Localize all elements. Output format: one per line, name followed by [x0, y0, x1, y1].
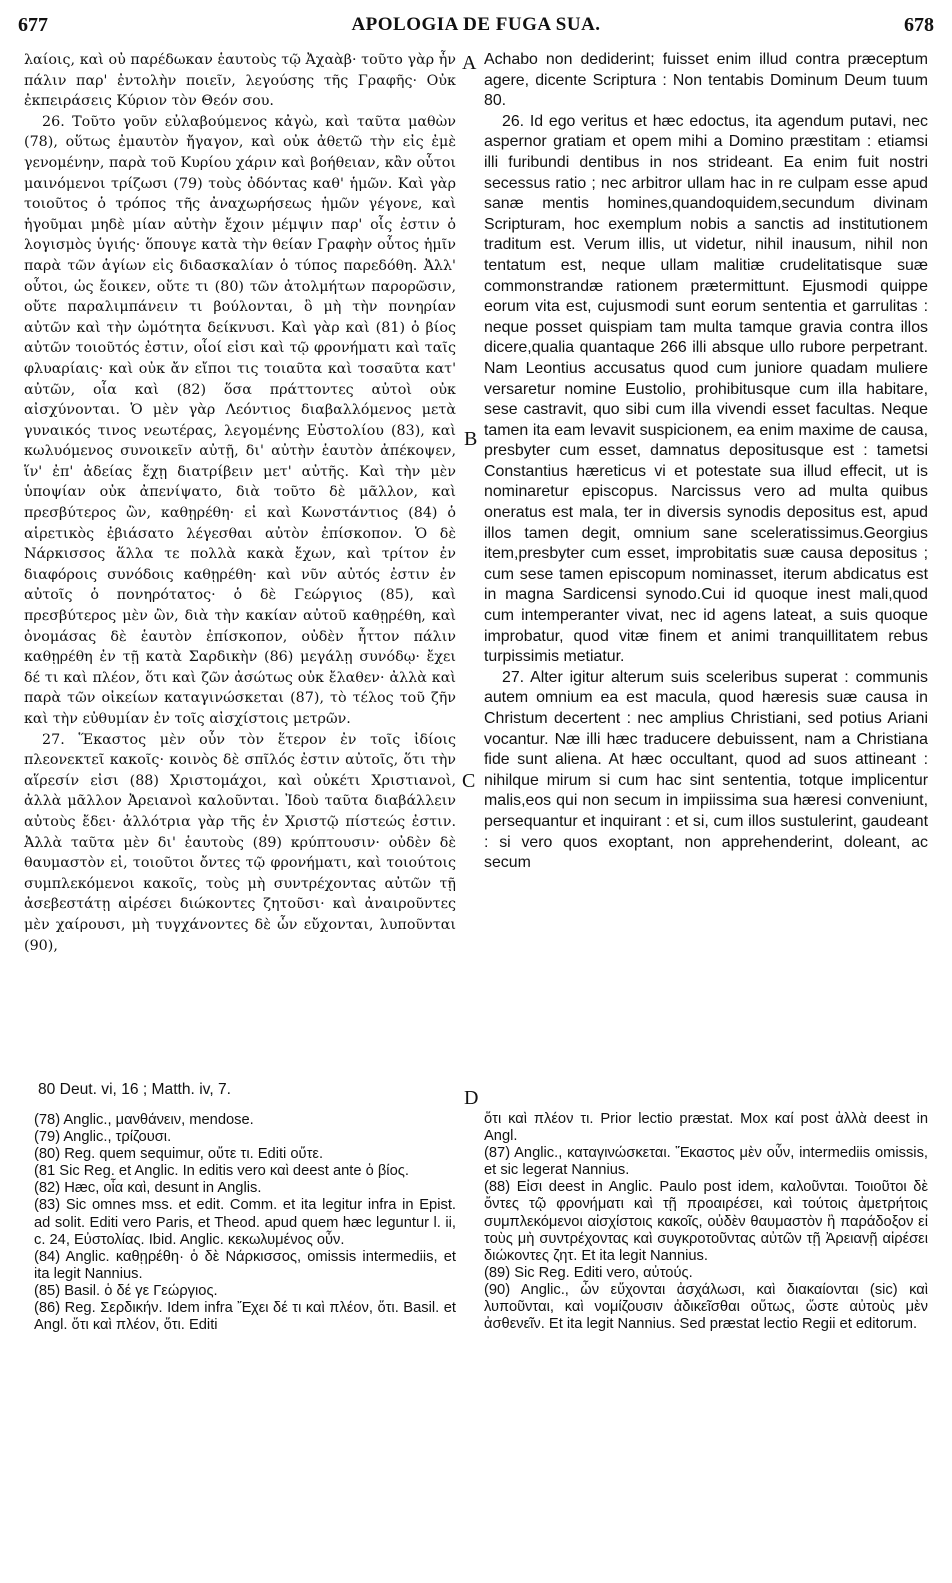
page-header: [18, 14, 934, 44]
latin-paragraph-1: Achabo non dediderint; fuisset enim illud contra præceptum agere, dicente Scriptura : Non tentabis Dominum Deum tuum 80.: [484, 51, 928, 110]
greek-paragraph-27: 27. Ἕκαστος μὲν οὖν τὸν ἕτερον ἐν τοῖς ἰδίοις πλεονεκτεῖ κακοῖς· κοινὸς δὲ σπῖλός ἐστιν αὐτοῖς, ὅτι τὴν αἵρεσίν εἰσι (88) Χριστομάχοι, καὶ οὐκέτι Χριστιανοὶ, ἀλλὰ μᾶλλον Ἀρειανοὶ καλοῦνται. Ἰδοὺ ταῦτα διαβάλλειν αὐτοὺς ἔδει· ἀλλότρια γὰρ τῆς ἐν Χριστῷ πίστεώς ἐστιν. Ἀλλὰ ταῦτα μὲν δι' ἑαυτοὺς (89) κρύπτουσιν· οὐδὲν δὲ θαυμαστὸν εἰ, τοιοῦτοι ὄντες τῷ φρονήματι, καὶ τοιούτοις συμπλεκόμενοι κακοῖς, τοὺς μὴ συντρέχοντας αὐτῶν τῇ ἀσεβεστάτῃ αἱρέσει διώκοντες ζητοῦσι· καὶ ἀναιροῦντες μὲν χαίρουσι, μὴ τυγχάνοντες δὲ ὧν εὔχονται, λυποῦνται (90),: [24, 731, 456, 954]
greek-paragraph-26: 26. Τοῦτο γοῦν εὐλαβούμενος κἀγὼ, καὶ ταῦτα μαθὼν (78), οὕτως ἐμαυτὸν ἤγαγον, καὶ οὐκ ἀθετῶ τὴν εἰς ἐμὲ γενομένην, παρὰ τοῦ Κυρίου χάριν καὶ βοήθειαν, κἂν οὗτοι μαινόμενοι τρίζωσι (79) τοὺς ὀδόντας καθ' ἡμῶν. Καὶ γὰρ τοιοῦτος ὁ τρόπος τῆς ἀναχωρήσεως ἡμῶν γέγονε, καὶ ἡγοῦμαι μηδὲ μίαν αὐτὴν ἔχοιν μέμψιν παρ' οἷς ἐστιν ὁ λογισμὸς ὑγιής· ὅπουγε κατὰ τὴν θείαν Γραφὴν οὗτος ἡμῖν παρὰ τῶν ἁγίων εἰς διδασκαλίαν ὁ τύπος παρεδόθη. Ἀλλ' οὗτοι, ὡς ἔοικεν, οὔτε τι (80) τῶν ἀτολμήτων παρορῶσιν, οὔτε παραλιμπάνειν τι βούλονται, ὃ μὴ τὴν πονηρίαν αὐτῶν καὶ τὴν ὠμότητα δείκνυσι. Καὶ γὰρ καὶ (81) ὁ βίος αὐτῶν τοιοῦτός ἐστιν, οἷοί εἰσι καὶ τῷ φρονήματι καὶ ταῖς φλυαρίαις· καὶ οὐκ ἄν εἴποι τις τοιαῦτα καὶ τοσαῦτα κατ' αὐτῶν, οἷα καὶ (82) ὅσα πράττοντες αὐτοὶ οὐκ αἰσχύνονται. Ὁ μὲν γὰρ Λεόντιος διαβαλλόμενος μετὰ γυναικός τινος νεωτέρας, λεγομένης Εὐστολίου (83), καὶ κωλυόμενος συνοικεῖν αὐτῇ, δι' αὐτὴν ἑαυτὸν ἀπέκοψεν, ἵν' ἐπ' ἀδείας ἔχῃ διατρίβειν μετ' αὐτῆς. Καὶ τὴν μὲν ὑποψίαν οὐκ ἀπενίψατο, διὰ τοῦτο δὲ μᾶλλον, καὶ πρεσβύτερος ὢν, καθῃρέθη· εἰ καὶ Κωνστάντιος (84) ὁ αἱρετικὸς ἐβιάσατο λέγεσθαι αὐτὸν ἐπίσκοπον. Ὁ δὲ Νάρκισσος ἅλλα τε πολλὰ κακὰ ἔχων, καὶ τρίτον ἐν διαφόροις συνόδοις καθῃρέθη· καὶ νῦν αὐτός ἐστιν ἐν αὐτοῖς ὁ πονηρότατος· ὁ δὲ Γεώργιος (85), καὶ πρεσβύτερος μὲν ὢν, διὰ τὴν κακίαν αὐτοῦ καθῃρέθη, καὶ ὀνομάσας δὲ ἑαυτὸν ἐπίσκοπον, οὐδὲν ἧττον πάλιν καθῃρέθη ἐν τῇ κατὰ Σαρδικὴν (86) μεγάλῃ συνόδῳ· ἔχει δέ τι καὶ πλέον, ὅτι καὶ ζῶν ἀσώτως οὐκ ἔλαθεν· ἀλλὰ καὶ παρὰ τῶν οἰκείων καταγινώσκεται (87), τὸ τέλος τοῦ ζῆν καὶ τὴν εὐθυμίαν ἐν τοῖς αἰσχίστοις μετρῶν.: [24, 113, 456, 727]
footnote: (86) Reg. Σερδικήν. Idem infra Ἔχει δέ τι καὶ πλέον, ὅτι. Basil. et Angl. ὅτι καὶ πλέον, ὅτι. Editi: [34, 1300, 456, 1334]
greek-paragraph-1: λαίοις, καὶ οὐ παρέδωκαν ἑαυτοὺς τῷ Ἀχαὰβ· τοῦτο γὰρ ἦν πάλιν παρ' ἐντολὴν ποιεῖν, λεγούσης τῆς Γραφῆς· Οὐκ ἐκπειράσεις Κύριον τὸν Θεόν σου.: [24, 52, 456, 110]
footnote: (83) Sic omnes mss. et edit. Comm. et ita legitur infra in Epist. ad solit. Editi vero Paris, et Theod. apud quem hæc leguntur l. ii, c. 24, Εὐστολίας. Ibid. Anglic. κεκωλυμένος οὖν.: [34, 1197, 456, 1248]
section-marker-d: D: [464, 1087, 479, 1109]
footnote: (88) Εἰσι deest in Anglic. Paulo post idem, καλοῦνται. Τοιοῦτοι δὲ ὄντες τῷ φρονήματι καὶ τῇ προαιρέσει, καὶ τούτοις ἀμετρήτοις συμπλεκόμενοι αἰσχίστοις κακοῖς, οὐδὲν θαυμαστὸν ἢ παράδοξον εἰ τοὺς μὴ συντρέχοντας καὶ συγκροτοῦντας αὐτῶν τῇ Ἀρειανῇ αἱρέσει διώκοντες ζητ. Et ita legit Nannius.: [484, 1179, 928, 1264]
section-marker-a: A: [462, 52, 477, 74]
footnote: (78) Anglic., μανθάνειν, mendose.: [34, 1112, 254, 1128]
section-marker-c: C: [462, 770, 476, 792]
footnotes-left: [34, 1112, 456, 1334]
greek-column: [24, 50, 456, 956]
latin-paragraph-27: 27. Alter igitur alterum suis sceleribus superat : communis autem omnium ea est macula, quod hæresis suæ causa in Christum decertent : nec amplius Christiani, sed potius Ariani vocantur. Næ illi hæc traducere debuissent, nam a Christiana fide sunt aliena. At hæc occultant, quod ad suos attineant : nihilque mirum si cum hac sint sententia, totque implicentur malis,eos qui non secum in impiissima sua hæresi conveniunt, persequantur et inquirant : et si, cum illos sustulerint, gaudeant : si vero quos exoptant, non apprehenderint, doleant, ac secum: [484, 668, 928, 872]
footnote: (89) Sic Reg. Editi vero, αὐτούς.: [484, 1264, 693, 1281]
footnote: (82) Hæc, οἷα καὶ, desunt in Anglis.: [34, 1180, 262, 1197]
footnote: ὅτι καὶ πλέον τι. Prior lectio præstat. Mox καί post ἀλλὰ deest in Angl.: [484, 1111, 928, 1145]
latin-column: [484, 50, 928, 874]
page-number-right: 678: [904, 14, 934, 36]
footnote: (90) Anglic., ὧν εὔχονται ἀσχάλωσι, καὶ διακαίονται (sic) καὶ λυποῦνται, καὶ νομίζουσιν ἀδικεῖσθαι οὕτως, ὥστε αὐτοὺς μὲν ἀσθενεῖν. Et ita legit Nannius. Sed præstat lectio Regii et editorum.: [484, 1281, 928, 1333]
page-number-left: 677: [18, 14, 48, 36]
latin-paragraph-26: 26. Id ego veritus et hæc edoctus, ita agendum putavi, nec aspernor gratiam et opem mihi a Domino præstitam : etiamsi illi furibundi dentibus in nos strideant. Ea enim fuit nostri secessus ratio ; nec arbitror ullam hac in re culpam esse apud sanæ mentis homines,quandoquidem,secundum divinam Scripturam, hoc exemplum nobis a sanctis ad institutionem traditum est. Verum illis, ut videtur, nihil inausum, nihil non tentatum est, neque ullam malitiæ crudelitatisque suæ commonstrandæ rationem prætermittunt. Ejusmodi quippe eorum vita est, cujusmodi sunt eorum sententia et garrulitas : neque posset quispiam tam multa tamque gravia contra illos dicere,qualia quantaque 266 illi absque ullo rubore perpetrant. Nam Leontius accusatus quod cum juniore quadam muliere versaretur nomine Eustolio, prohibitusque cum illa habitare, sese castravit, quo sibi cum illa vivendi esset facultas. Neque tamen ita eam levavit suspicionem, ea enim maxime de causa, presbyter cum esset, damnatus depositusque est : tametsi Constantius hæreticus vi et potestate sua illud effecit, ut is nominaretur episcopus. Narcissus vero ad multa quibus oneratus est mala, ter in diversis synodis depositus est, apud illos tamen degit, omnium sane sceleratissimus.Georgius item,presbyter cum esset, improbitatis suæ causa depositus ; cum sese tamen episcopum nominasset, iterum abdicatus est in magna Sardicensi synodo.Cui id quoque inest mali,quod cum intemperanter vivat, nec id agens lateat, a suis quoque improbatur, quod vitæ finem et animi tranquillitatem rebus turpissimis metiatur.: [484, 112, 928, 666]
footnote: (84) Anglic. καθῃρέθη· ὁ δὲ Νάρκισσος, omissis intermediis, et ita legit Nannius.: [34, 1248, 456, 1282]
section-marker-b: B: [464, 428, 478, 450]
footnote: (87) Anglic., καταγινώσκεται. Ἕκαστος μὲν οὖν, intermediis omissis, et sic legerat Nannius.: [484, 1145, 928, 1179]
running-title: APOLOGIA DE FUGA SUA.: [351, 14, 601, 35]
footnotes-right: [484, 1111, 928, 1333]
footnote: (80) Reg. quem sequimur, οὔτε τι. Editi οὔτε.: [34, 1146, 324, 1163]
footnote: (79) Anglic., τρίζουσι.: [34, 1129, 172, 1146]
footnote: (81 Sic Reg. et Anglic. In editis vero καὶ deest ante ὁ βίος.: [34, 1163, 409, 1180]
scripture-reference-note: 80 Deut. vi, 16 ; Matth. iv, 7.: [38, 1081, 231, 1098]
footnote: (85) Basil. ὁ δέ γε Γεώργιος.: [34, 1282, 218, 1299]
